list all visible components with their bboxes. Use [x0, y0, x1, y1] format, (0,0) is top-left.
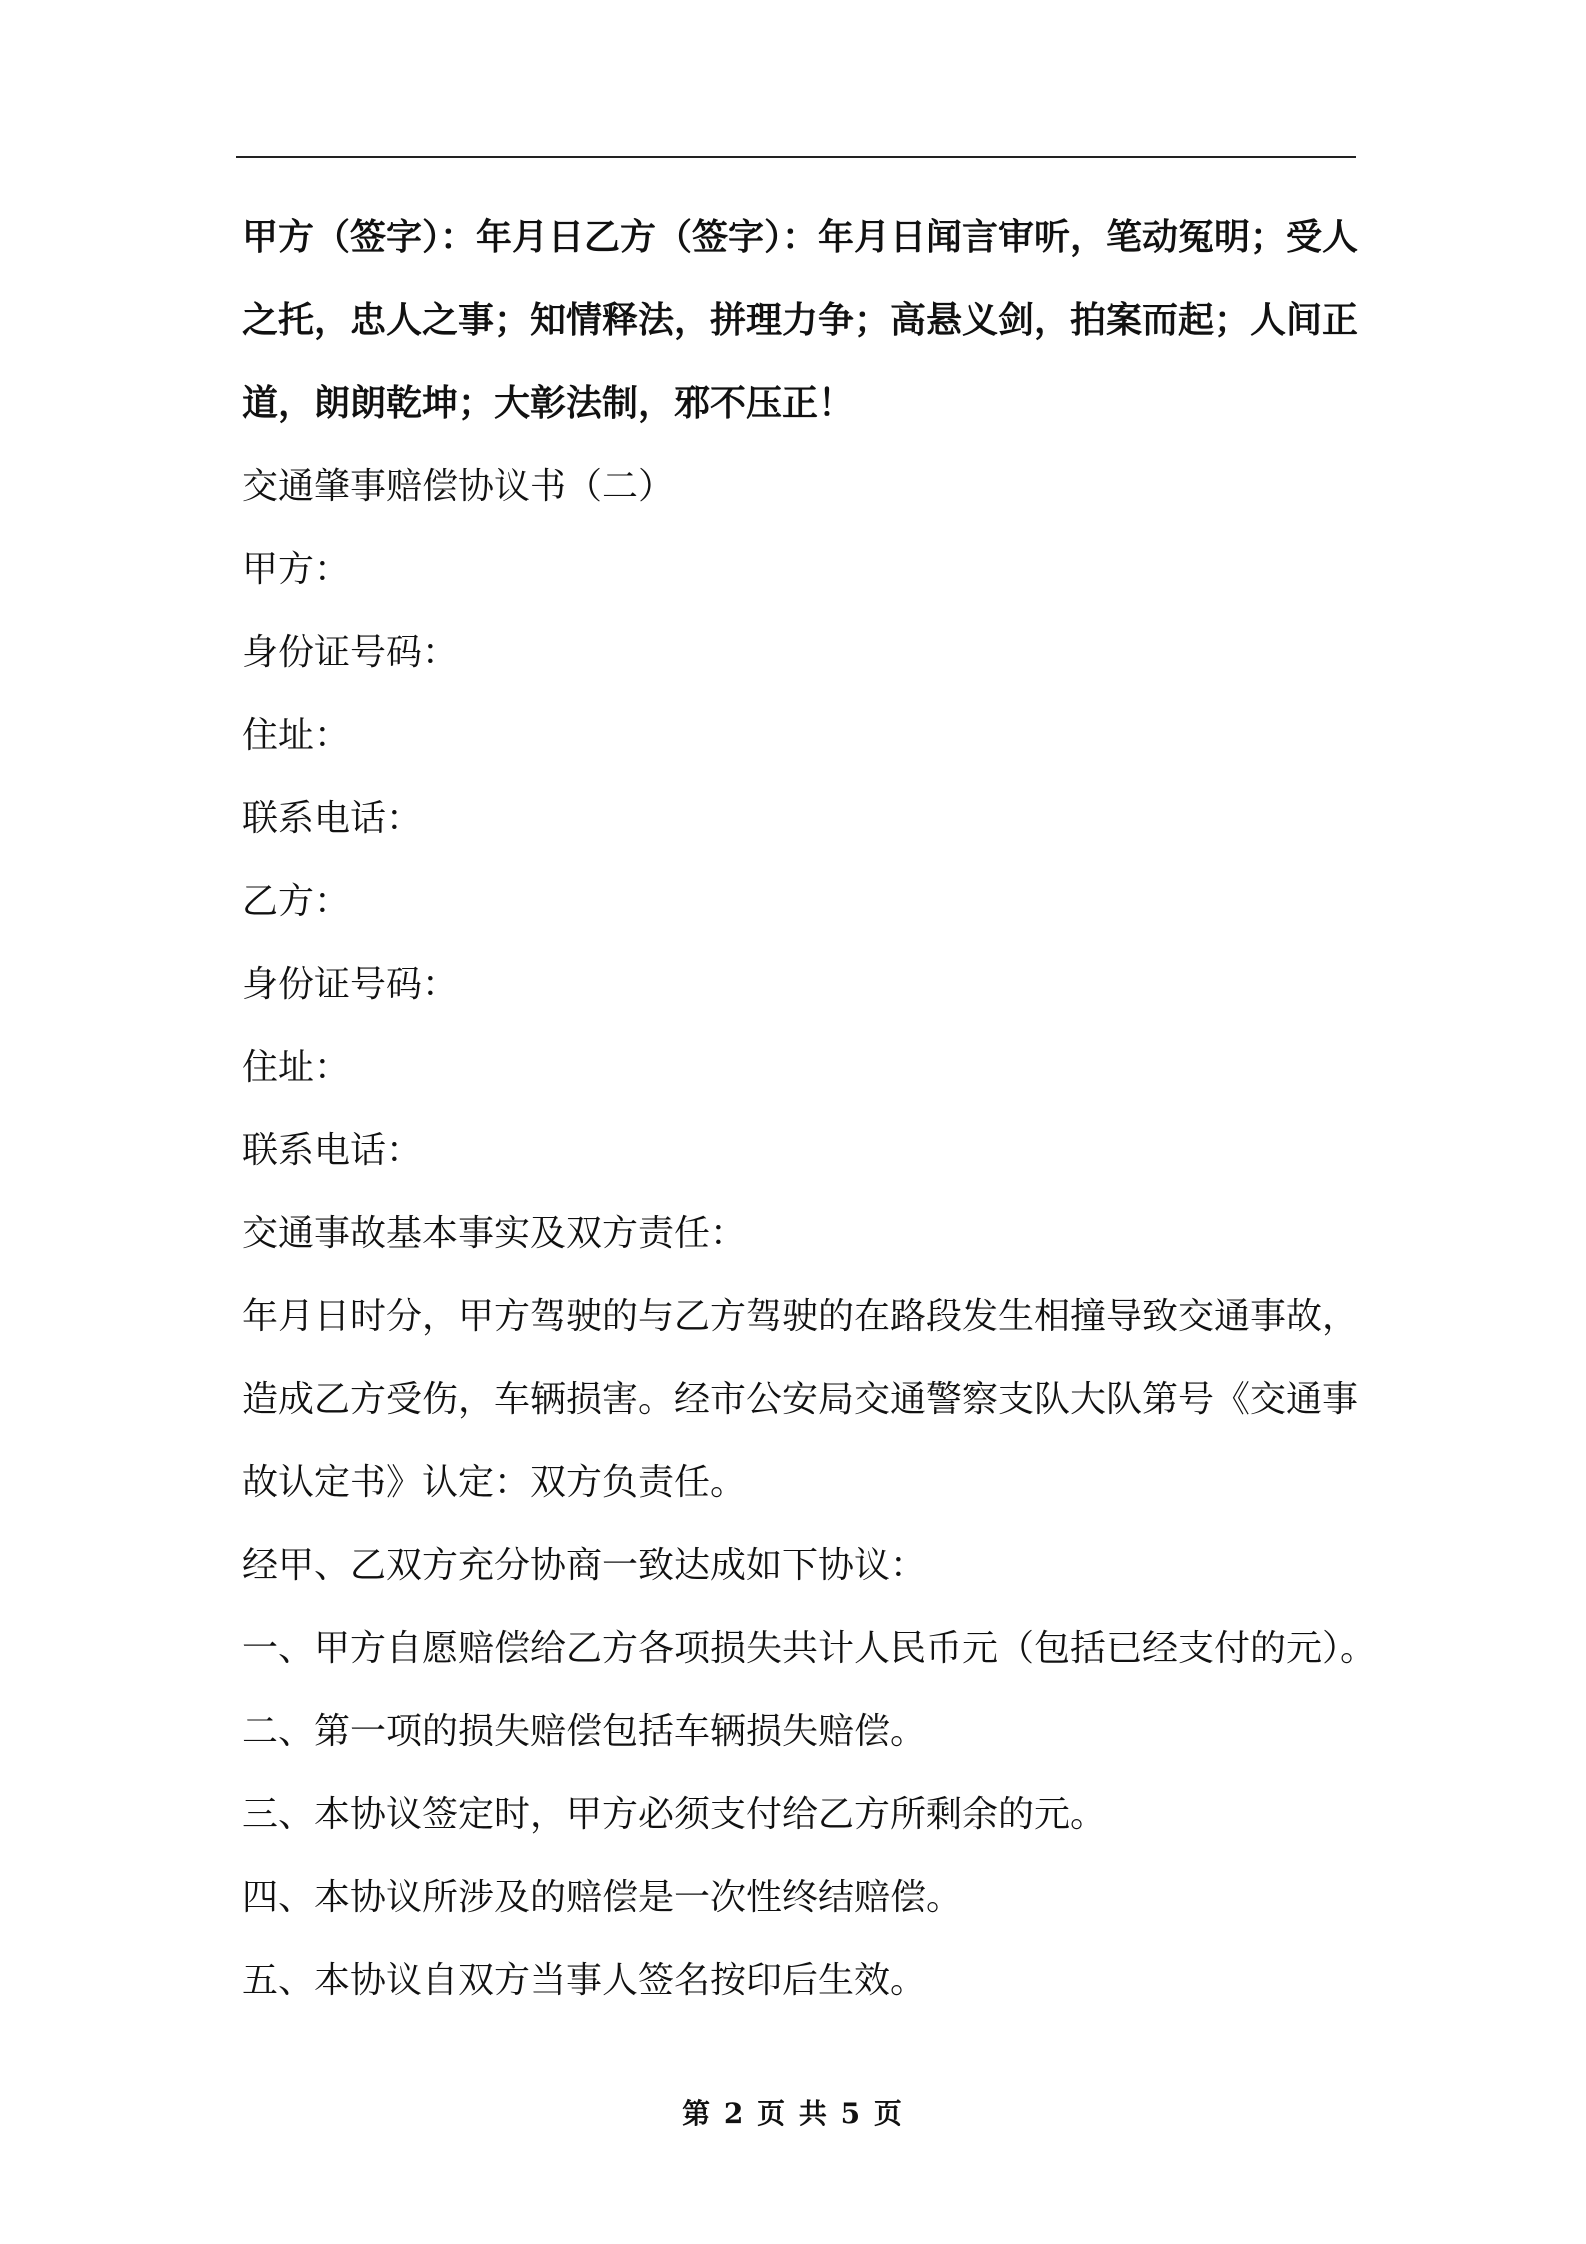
clause-2: 二、第一项的损失赔偿包括车辆损失赔偿。 — [242, 1711, 927, 1752]
facts-heading: 交通事故基本事实及双方责任： — [242, 1213, 747, 1254]
agreement-title: 交通肇事赔偿协议书（二） — [242, 466, 675, 507]
clause-4: 四、本协议所涉及的赔偿是一次性终结赔偿。 — [242, 1877, 963, 1918]
clause-5: 五、本协议自双方当事人签名按印后生效。 — [242, 1960, 927, 2001]
party-b-id-number: 身份证号码： — [242, 964, 459, 1005]
page-number-footer: 第 2 页 共 5 页 — [682, 2097, 904, 2130]
clause-3: 三、本协议签定时，甲方必须支付给乙方所剩余的元。 — [242, 1794, 1107, 1835]
party-b-address: 住址： — [242, 1047, 351, 1088]
document-body — [242, 196, 1382, 2022]
accident-facts: 年月日时分，甲方驾驶的与乙方驾驶的在路段发生相撞导致交通事故，造成乙方受伤，车辆损害。经市公安局交通警察支队大队第号《交通事故认定书》认定：双方负责任。 — [242, 1296, 1359, 1503]
header-rule — [236, 156, 1356, 158]
party-a-label: 甲方： — [242, 549, 351, 590]
party-a-address: 住址： — [242, 715, 351, 756]
party-b-phone: 联系电话： — [242, 1130, 423, 1171]
agreement-intro: 经甲、乙双方充分协商一致达成如下协议： — [242, 1545, 927, 1586]
party-a-phone: 联系电话： — [242, 798, 423, 839]
party-b-label: 乙方： — [242, 881, 351, 922]
clause-1: 一、甲方自愿赔偿给乙方各项损失共计人民币元（包括已经支付的元）。 — [242, 1628, 1377, 1669]
signature-paragraph: 甲方（签字）：年月日乙方（签字）：年月日闻言审听，笔动冤明；受人之托，忠人之事；知情释法，拼理力争；高悬义剑，拍案而起；人间正道，朗朗乾坤；大彰法制，邪不压正！ — [242, 217, 1359, 424]
party-a-id-number: 身份证号码： — [242, 632, 459, 673]
